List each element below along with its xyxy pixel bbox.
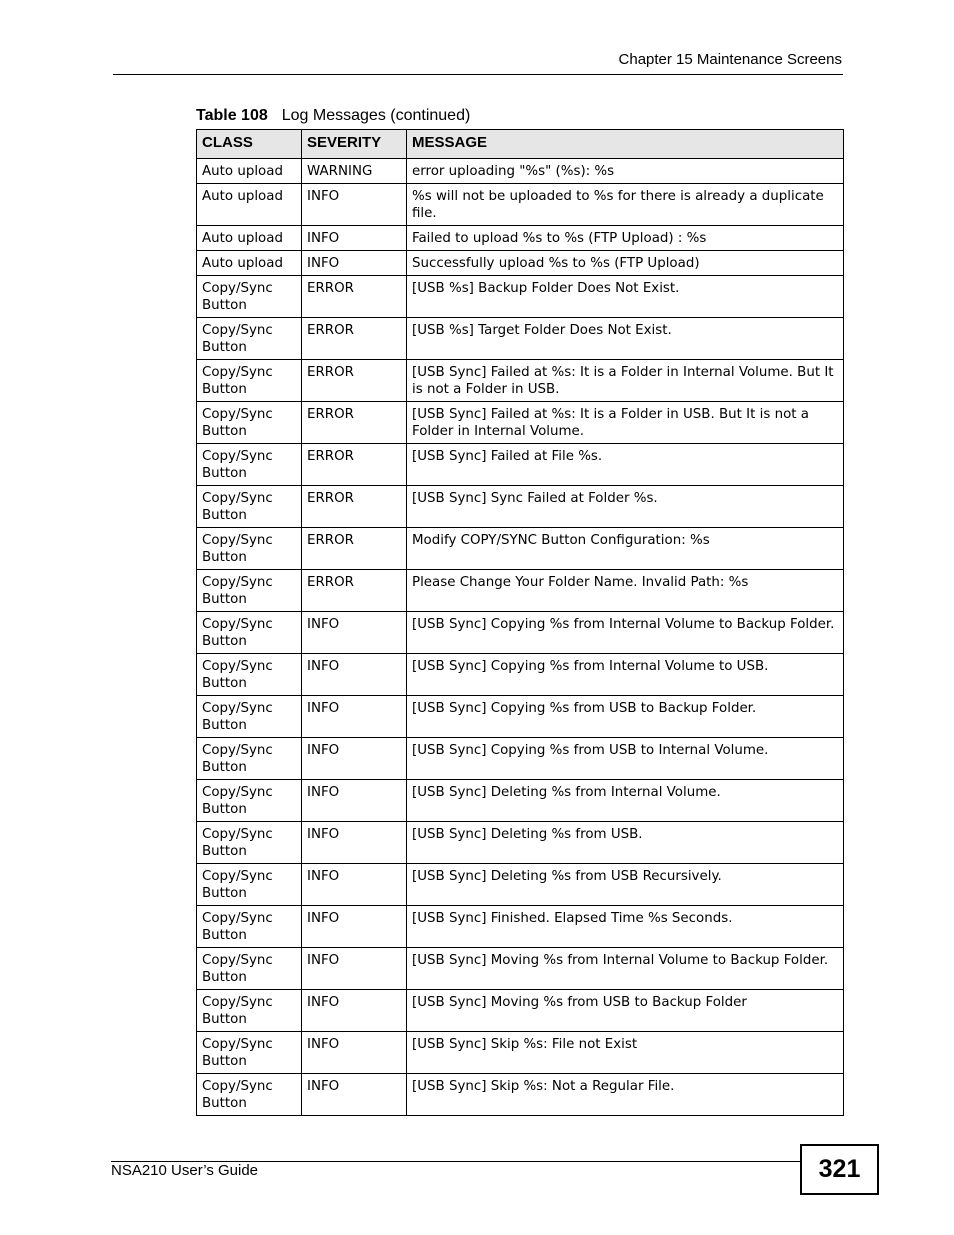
cell-message: [USB Sync] Failed at %s: It is a Folder in Internal Volume. But It is not a Folder in USB. bbox=[407, 360, 844, 402]
cell-message: [USB %s] Target Folder Does Not Exist. bbox=[407, 318, 844, 360]
page-number: 321 bbox=[800, 1144, 879, 1195]
table-row bbox=[197, 402, 844, 444]
cell-class: Copy/Sync Button bbox=[197, 738, 302, 780]
cell-message: [USB Sync] Copying %s from USB to Backup Folder. bbox=[407, 696, 844, 738]
cell-severity: INFO bbox=[302, 738, 407, 780]
cell-message: Successfully upload %s to %s (FTP Upload) bbox=[407, 251, 844, 276]
table-row bbox=[197, 251, 844, 276]
cell-severity: INFO bbox=[302, 780, 407, 822]
table-number: Table 108 bbox=[196, 107, 268, 124]
cell-message: [USB Sync] Copying %s from USB to Internal Volume. bbox=[407, 738, 844, 780]
cell-severity: ERROR bbox=[302, 276, 407, 318]
cell-class: Copy/Sync Button bbox=[197, 1074, 302, 1116]
cell-message: [USB Sync] Sync Failed at Folder %s. bbox=[407, 486, 844, 528]
cell-class: Copy/Sync Button bbox=[197, 906, 302, 948]
cell-message: [USB Sync] Copying %s from Internal Volume to Backup Folder. bbox=[407, 612, 844, 654]
cell-message: %s will not be uploaded to %s for there is already a duplicate file. bbox=[407, 184, 844, 226]
table-row bbox=[197, 486, 844, 528]
table-row bbox=[197, 990, 844, 1032]
cell-severity: INFO bbox=[302, 1032, 407, 1074]
guide-title: NSA210 User’s Guide bbox=[111, 1162, 259, 1179]
cell-message: Please Change Your Folder Name. Invalid Path: %s bbox=[407, 570, 844, 612]
cell-class: Copy/Sync Button bbox=[197, 276, 302, 318]
log-messages-table bbox=[196, 129, 844, 1116]
table-row bbox=[197, 948, 844, 990]
cell-severity: INFO bbox=[302, 1074, 407, 1116]
cell-severity: ERROR bbox=[302, 318, 407, 360]
cell-message: [USB Sync] Moving %s from Internal Volume to Backup Folder. bbox=[407, 948, 844, 990]
cell-class: Copy/Sync Button bbox=[197, 318, 302, 360]
cell-class: Copy/Sync Button bbox=[197, 360, 302, 402]
table-row bbox=[197, 1032, 844, 1074]
cell-message: [USB Sync] Deleting %s from Internal Volume. bbox=[407, 780, 844, 822]
table-row bbox=[197, 360, 844, 402]
cell-class: Copy/Sync Button bbox=[197, 990, 302, 1032]
column-header-severity: SEVERITY bbox=[302, 130, 407, 159]
cell-severity: INFO bbox=[302, 184, 407, 226]
cell-message: [USB Sync] Skip %s: File not Exist bbox=[407, 1032, 844, 1074]
cell-severity: INFO bbox=[302, 654, 407, 696]
table-row bbox=[197, 1074, 844, 1116]
cell-severity: INFO bbox=[302, 990, 407, 1032]
cell-class: Copy/Sync Button bbox=[197, 654, 302, 696]
column-header-class: CLASS bbox=[197, 130, 302, 159]
table-row bbox=[197, 780, 844, 822]
cell-class: Copy/Sync Button bbox=[197, 528, 302, 570]
table-row bbox=[197, 444, 844, 486]
table-row bbox=[197, 159, 844, 184]
table-row bbox=[197, 864, 844, 906]
table-row bbox=[197, 570, 844, 612]
cell-message: error uploading "%s" (%s): %s bbox=[407, 159, 844, 184]
cell-message: [USB Sync] Failed at File %s. bbox=[407, 444, 844, 486]
table-row bbox=[197, 226, 844, 251]
cell-severity: INFO bbox=[302, 864, 407, 906]
cell-severity: ERROR bbox=[302, 528, 407, 570]
cell-class: Copy/Sync Button bbox=[197, 822, 302, 864]
cell-class: Copy/Sync Button bbox=[197, 780, 302, 822]
table-body bbox=[197, 159, 844, 1116]
table-row bbox=[197, 738, 844, 780]
cell-severity: INFO bbox=[302, 251, 407, 276]
cell-class: Copy/Sync Button bbox=[197, 570, 302, 612]
table-caption bbox=[196, 107, 470, 125]
cell-class: Auto upload bbox=[197, 226, 302, 251]
cell-severity: ERROR bbox=[302, 486, 407, 528]
table-row bbox=[197, 184, 844, 226]
table-row bbox=[197, 654, 844, 696]
table-row bbox=[197, 276, 844, 318]
table-row bbox=[197, 822, 844, 864]
cell-message: [USB Sync] Moving %s from USB to Backup Folder bbox=[407, 990, 844, 1032]
cell-class: Copy/Sync Button bbox=[197, 696, 302, 738]
cell-message: Failed to upload %s to %s (FTP Upload) : %s bbox=[407, 226, 844, 251]
cell-class: Auto upload bbox=[197, 251, 302, 276]
cell-message: [USB %s] Backup Folder Does Not Exist. bbox=[407, 276, 844, 318]
table-row bbox=[197, 318, 844, 360]
table-row bbox=[197, 696, 844, 738]
table-row bbox=[197, 528, 844, 570]
cell-class: Copy/Sync Button bbox=[197, 612, 302, 654]
cell-class: Copy/Sync Button bbox=[197, 1032, 302, 1074]
cell-severity: INFO bbox=[302, 612, 407, 654]
cell-message: [USB Sync] Deleting %s from USB Recursively. bbox=[407, 864, 844, 906]
cell-severity: ERROR bbox=[302, 444, 407, 486]
cell-class: Copy/Sync Button bbox=[197, 486, 302, 528]
header-divider bbox=[113, 74, 843, 75]
cell-severity: WARNING bbox=[302, 159, 407, 184]
cell-class: Auto upload bbox=[197, 184, 302, 226]
cell-severity: INFO bbox=[302, 696, 407, 738]
cell-message: Modify COPY/SYNC Button Configuration: %s bbox=[407, 528, 844, 570]
cell-message: [USB Sync] Failed at %s: It is a Folder in USB. But It is not a Folder in Internal Volume. bbox=[407, 402, 844, 444]
cell-class: Copy/Sync Button bbox=[197, 864, 302, 906]
cell-message: [USB Sync] Finished. Elapsed Time %s Seconds. bbox=[407, 906, 844, 948]
table-row bbox=[197, 612, 844, 654]
cell-severity: ERROR bbox=[302, 570, 407, 612]
cell-message: [USB Sync] Skip %s: Not a Regular File. bbox=[407, 1074, 844, 1116]
cell-class: Auto upload bbox=[197, 159, 302, 184]
cell-message: [USB Sync] Copying %s from Internal Volume to USB. bbox=[407, 654, 844, 696]
cell-severity: ERROR bbox=[302, 402, 407, 444]
table-title: Log Messages (continued) bbox=[281, 107, 471, 124]
cell-class: Copy/Sync Button bbox=[197, 444, 302, 486]
cell-message: [USB Sync] Deleting %s from USB. bbox=[407, 822, 844, 864]
cell-severity: INFO bbox=[302, 948, 407, 990]
table-row bbox=[197, 906, 844, 948]
cell-severity: INFO bbox=[302, 226, 407, 251]
cell-class: Copy/Sync Button bbox=[197, 948, 302, 990]
cell-class: Copy/Sync Button bbox=[197, 402, 302, 444]
chapter-header: Chapter 15 Maintenance Screens bbox=[618, 51, 842, 68]
cell-severity: ERROR bbox=[302, 360, 407, 402]
cell-severity: INFO bbox=[302, 822, 407, 864]
cell-severity: INFO bbox=[302, 906, 407, 948]
table-header-row bbox=[197, 130, 844, 159]
column-header-message: MESSAGE bbox=[407, 130, 844, 159]
